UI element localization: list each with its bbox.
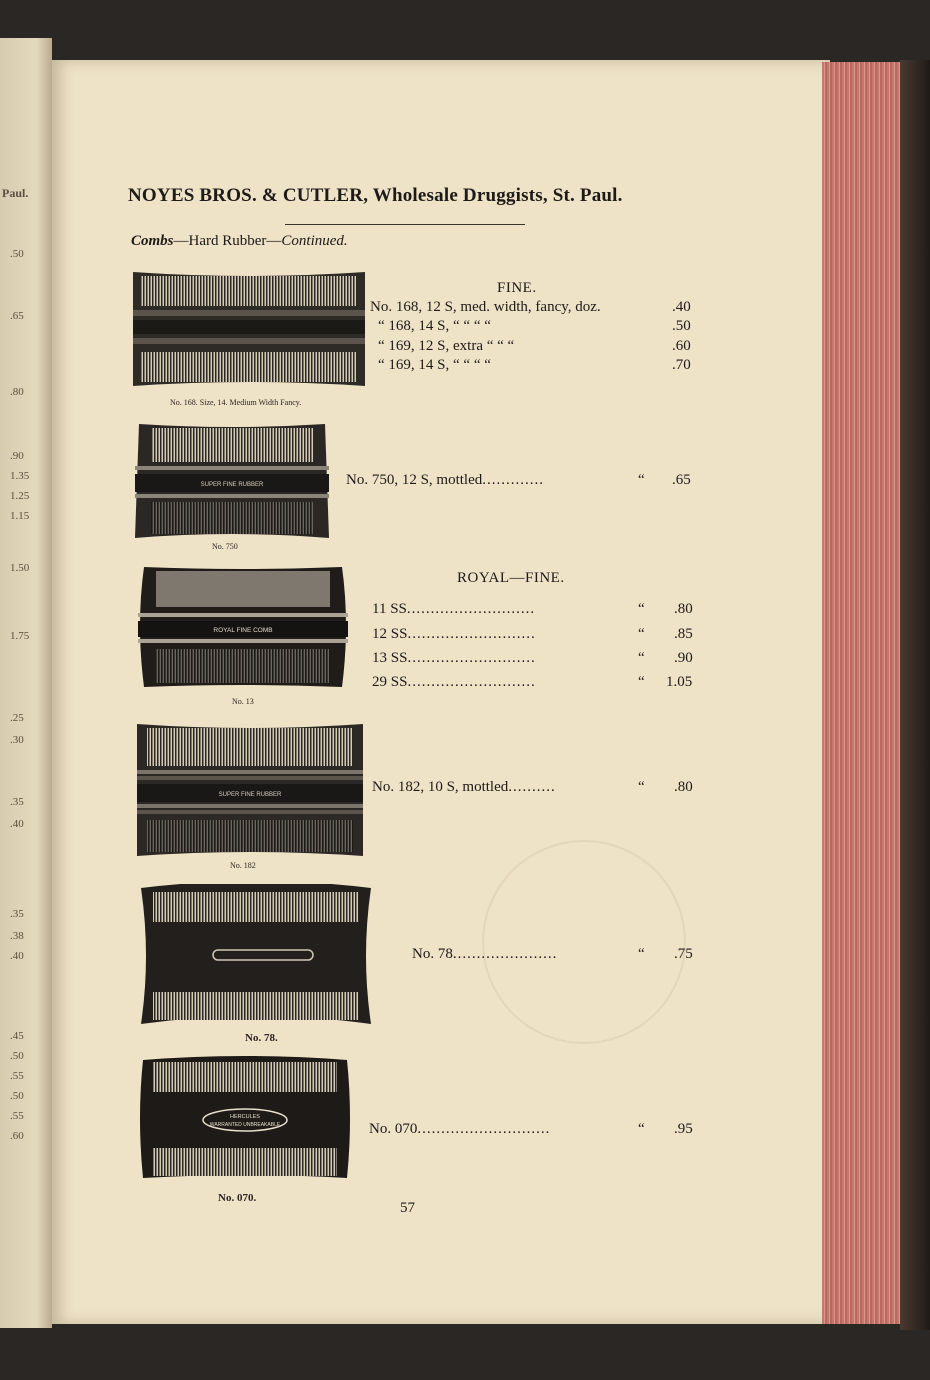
royal-row-desc: 11 SS........................... [372, 601, 536, 617]
left-margin-price: 1.50 [10, 562, 30, 574]
book-cover-edge [900, 60, 930, 1330]
royal-row-unit: “ [638, 601, 645, 617]
item-182-dots: .......... [508, 779, 556, 795]
comb-070-label-1: HERCULES [230, 1114, 260, 1120]
page-header: NOYES BROS. & CUTLER, Wholesale Druggists, St. Paul. [128, 185, 623, 206]
left-margin-price: 1.35 [10, 470, 30, 482]
fine-title: FINE. [497, 280, 537, 296]
left-margin-price: .40 [10, 950, 24, 962]
item-78-dots: ...................... [452, 946, 558, 962]
caption-070: No. 070. [218, 1192, 257, 1204]
royal-row-dots: ........................... [407, 674, 536, 690]
comb-13-label: ROYAL FINE COMB [213, 627, 273, 634]
fine-row-desc: “ 169, 12 S, extra “ “ “ [378, 338, 515, 354]
left-margin-price: .90 [10, 450, 24, 462]
item-070-dots: ............................ [417, 1121, 551, 1137]
fine-row-desc: No. 168, 12 S, med. width, fancy, doz. [370, 299, 601, 315]
left-margin-price: .55 [10, 1070, 24, 1082]
comb-168-illustration [131, 270, 367, 388]
item-070-price: .95 [674, 1121, 693, 1137]
royal-row-desc: 13 SS........................... [372, 650, 536, 666]
royal-title: ROYAL—FINE. [457, 570, 565, 586]
comb-750-label: SUPER FINE RUBBER [200, 482, 264, 488]
royal-row-dots: ........................... [407, 626, 536, 642]
royal-row-dots: ........................... [406, 601, 536, 617]
header-rule [285, 224, 525, 225]
left-margin-price: .50 [10, 1050, 24, 1062]
item-750-price: .65 [672, 472, 691, 488]
fine-row-price: .40 [672, 299, 691, 315]
left-margin-price: .50 [10, 1090, 24, 1102]
item-750-desc: No. 750, 12 S, mottled............. [346, 472, 545, 488]
royal-row-price: .80 [674, 601, 693, 617]
item-070-desc: No. 070............................ [369, 1121, 551, 1137]
fine-row-price: .70 [672, 357, 691, 373]
royal-row-unit: “ [638, 650, 645, 666]
comb-070-illustration [137, 1056, 353, 1182]
caption-78: No. 78. [245, 1032, 278, 1044]
left-margin-price: .30 [10, 734, 24, 746]
fine-row-price: .60 [672, 338, 691, 354]
subhead-suffix: Continued. [281, 233, 348, 249]
left-margin-price: .35 [10, 908, 24, 920]
comb-182-illustration [133, 722, 367, 858]
item-750-dots: ............. [482, 472, 545, 488]
item-78-desc: No. 78...................... [412, 946, 558, 962]
comb-070-label-2: WARRANTED UNBREAKABLE [209, 1122, 281, 1128]
left-margin-price: .65 [10, 310, 24, 322]
left-margin-header: Paul. [2, 186, 29, 200]
royal-row-price: .90 [674, 650, 693, 666]
left-margin-price: .80 [10, 386, 24, 398]
left-margin-price: .38 [10, 930, 24, 942]
item-750-unit: “ [638, 472, 645, 488]
caption-168: No. 168. Size, 14. Medium Width Fancy. [170, 398, 302, 407]
item-78-price: .75 [674, 946, 693, 962]
left-margin-price: 1.25 [10, 490, 30, 502]
comb-13-illustration [134, 565, 352, 689]
royal-row-dots: ........................... [407, 650, 536, 666]
bleed-through-compass [482, 840, 686, 1044]
item-182-price: .80 [674, 779, 693, 795]
royal-row-unit: “ [638, 626, 645, 642]
left-margin-price: .40 [10, 818, 24, 830]
subhead-middle: —Hard Rubber— [173, 233, 282, 249]
royal-row-price: .85 [674, 626, 693, 642]
fine-row-price: .50 [672, 318, 691, 334]
left-page-edge [0, 38, 52, 1328]
subhead-prefix: Combs [131, 233, 174, 249]
left-margin-price: 1.15 [10, 510, 30, 522]
fine-row-desc: “ 169, 14 S, “ “ “ “ [378, 357, 491, 373]
left-margin-price: .35 [10, 796, 24, 808]
left-margin-price: .55 [10, 1110, 24, 1122]
royal-row-desc: 12 SS........................... [372, 626, 536, 642]
comb-182-label: SUPER FINE RUBBER [218, 792, 282, 798]
fine-row-desc: “ 168, 14 S, “ “ “ “ [378, 318, 491, 334]
left-margin-price: .45 [10, 1030, 24, 1042]
item-78-unit: “ [638, 946, 645, 962]
left-margin-price: 1.75 [10, 630, 30, 642]
caption-182: No. 182 [230, 861, 256, 870]
page-number: 57 [400, 1200, 415, 1216]
page-edges [822, 62, 908, 1324]
royal-row-price: 1.05 [666, 674, 693, 690]
left-margin-price: .25 [10, 712, 24, 724]
left-margin-price: .60 [10, 1130, 24, 1142]
comb-78-illustration [133, 884, 379, 1028]
caption-750: No. 750 [212, 542, 238, 551]
item-182-unit: “ [638, 779, 645, 795]
section-subhead [131, 233, 348, 250]
comb-750-illustration [133, 422, 331, 540]
item-182-desc: No. 182, 10 S, mottled.......... [372, 779, 556, 795]
left-margin-price: .50 [10, 248, 24, 260]
caption-13: No. 13 [232, 697, 254, 706]
item-070-unit: “ [638, 1121, 645, 1137]
royal-row-unit: “ [638, 674, 645, 690]
royal-row-desc: 29 SS........................... [372, 674, 536, 690]
